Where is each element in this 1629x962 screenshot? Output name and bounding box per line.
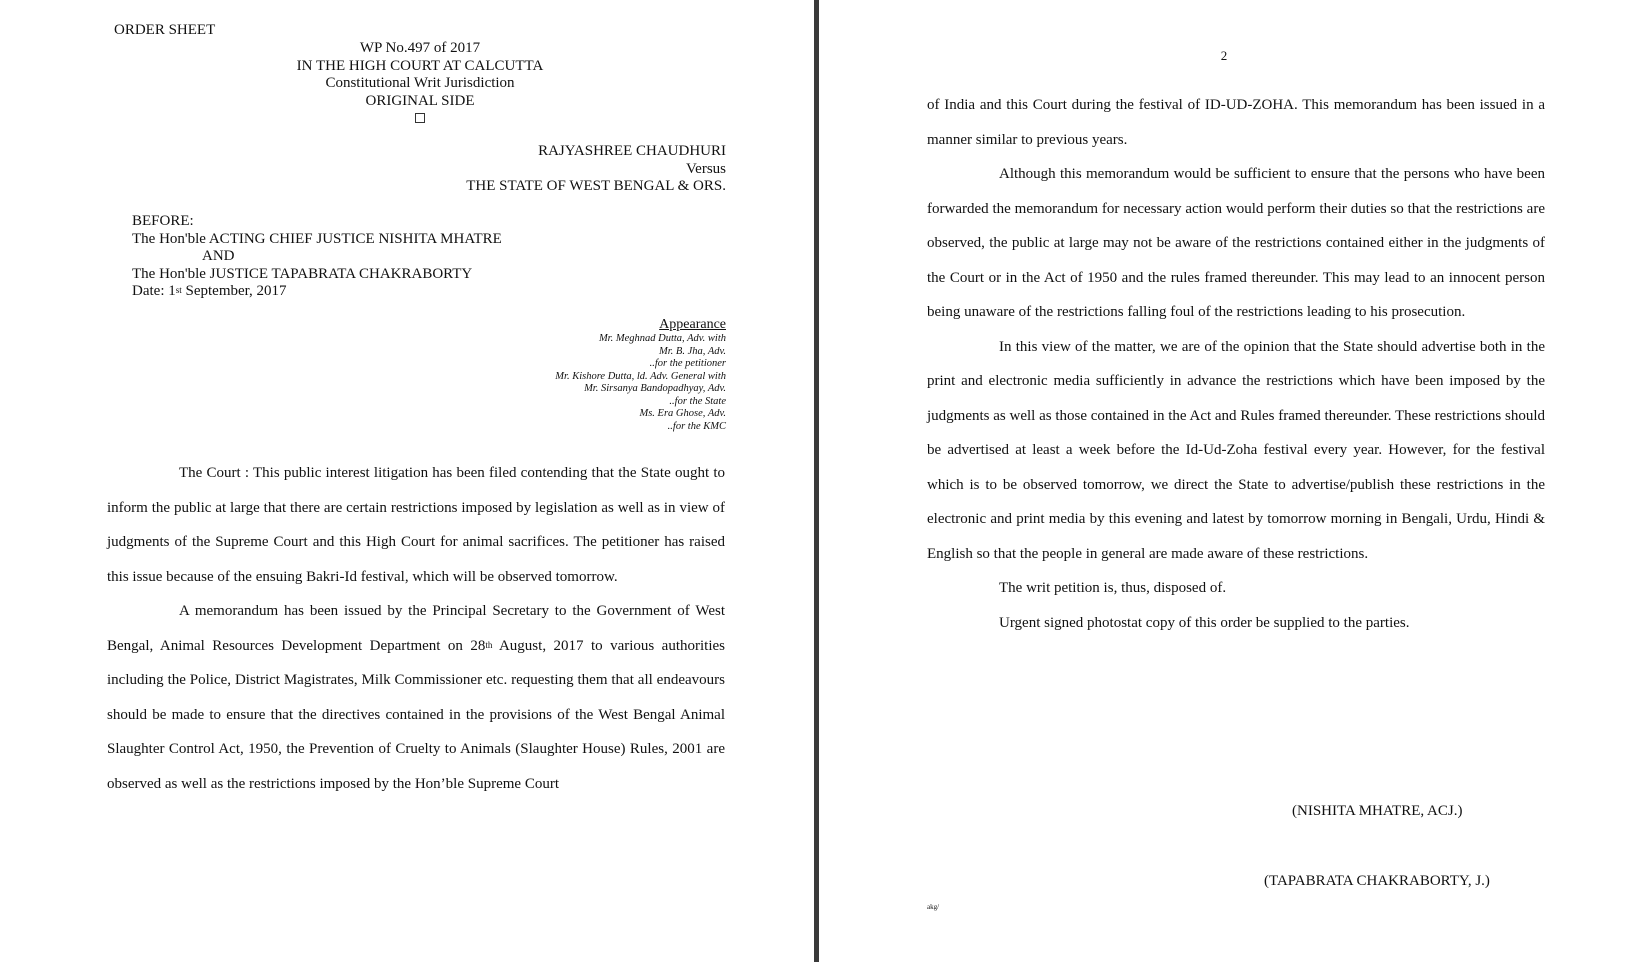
order-body-page-1 xyxy=(107,456,725,801)
signature-acj: (NISHITA MHATRE, ACJ.) xyxy=(1292,803,1463,819)
document-page-2 xyxy=(819,0,1629,962)
order-body-page-2 xyxy=(927,88,1545,640)
petitioner-name: RAJYASHREE CHAUDHURI xyxy=(538,143,726,159)
judge-1: The Hon'ble ACTING CHIEF JUSTICE NISHITA MHATRE xyxy=(132,230,502,247)
page-number: 2 xyxy=(1220,48,1228,63)
appearance-line: ..for the petitioner xyxy=(649,358,726,369)
paragraph: Urgent signed photostat copy of this order be supplied to the parties. xyxy=(999,614,1410,631)
paragraph: In this view of the matter, we are of the opinion that the State should advertise both in the print and electronic media sufficiently in advance the restrictions which have been imposed by the judgments as well as those contained in the Act and Rules framed thereunder. These restrictions should be advertised at least a week before the Id-Ud-Zoha festival every year. However, for the festival which is to be observed tomorrow, we direct the State to advertise/publish these restrictions in the electronic and print media by this evening and latest by tomorrow morning in Bengali, Urdu, Hindi & English so that the people in general are made aware of these restrictions. xyxy=(927,338,1545,562)
typist-initials: akg/ xyxy=(927,903,940,911)
jurisdiction: Constitutional Writ Jurisdiction xyxy=(325,75,515,91)
paragraph: The Court : This public interest litigation has been filed contending that the State ought to inform the public at large that there are certain restrictions imposed by legislation as well as in view of judgments of the Supreme Court and this High Court for animal sacrifices. The petitioner has raised this issue because of the ensuing Bakri-Id festival, which will be observed tomorrow. xyxy=(107,465,725,585)
bench-block xyxy=(132,213,502,301)
case-number: WP No.497 of 2017 xyxy=(359,40,481,56)
judge-2: The Hon'ble JUSTICE TAPABRATA CHAKRABORTY xyxy=(132,265,473,282)
appearance-line: Ms. Era Ghose, Adv. xyxy=(639,408,726,419)
before-label: BEFORE: xyxy=(132,213,194,229)
appearance-heading: Appearance xyxy=(659,317,726,332)
respondent-name: THE STATE OF WEST BENGAL & ORS. xyxy=(466,178,726,194)
signature-justice: (TAPABRATA CHAKRABORTY, J.) xyxy=(1264,873,1490,889)
paragraph: of India and this Court during the festival of ID-UD-ZOHA. This memorandum has been issued in a manner similar to previous years. xyxy=(927,97,1545,148)
order-date: Date: 1st September, 2017 xyxy=(132,283,287,299)
appearance-line: ..for the KMC xyxy=(667,420,726,432)
appearance-line: Mr. Kishore Dutta, ld. Adv. General with xyxy=(555,370,726,382)
appearance-line: ..for the State xyxy=(669,395,726,407)
court-name: IN THE HIGH COURT AT CALCUTTA xyxy=(296,57,544,74)
appearance-line: Mr. Meghnad Dutta, Adv. with xyxy=(598,333,726,344)
appearance-line: Mr. Sirsanya Bandopadhyay, Adv. xyxy=(584,383,726,394)
paragraph: Although this memorandum would be sufficient to ensure that the persons who have been forwarded the memorandum for necessary action would perform their duties so that the restrictions are observed, the public at large may not be aware of the restrictions contained either in the judgments of the Court or in the Act of 1950 and the rules framed thereunder. This may lead to an innocent person being unaware of the restrictions falling foul of the restrictions leading to his prosecution. xyxy=(927,166,1545,320)
case-header xyxy=(240,40,600,124)
and-label: AND xyxy=(202,248,235,264)
appearance-block xyxy=(555,317,726,433)
case-parties xyxy=(466,143,726,196)
appearance-line: Mr. B. Jha, Adv. xyxy=(659,345,726,357)
checkbox-icon xyxy=(415,113,425,123)
side: ORIGINAL SIDE xyxy=(365,92,475,109)
paragraph: A memorandum has been issued by the Principal Secretary to the Government of West Bengal, Animal Resources Development Department on 28th August, 2017 to various authorities including the Police, District Magistrates, Milk Commissioner etc. requesting them that all endeavours should be made to ensure that the directives contained in the provisions of the West Bengal Animal Slaughter Control Act, 1950, the Prevention of Cruelty to Animals (Slaughter House) Rules, 2001 are observed as well as the restrictions imposed by the Hon’ble Supreme Court xyxy=(107,603,725,792)
versus-label: Versus xyxy=(686,160,726,177)
paragraph: The writ petition is, thus, disposed of. xyxy=(999,580,1227,596)
order-sheet-label: ORDER SHEET xyxy=(114,22,216,38)
document-page-1 xyxy=(0,0,814,962)
